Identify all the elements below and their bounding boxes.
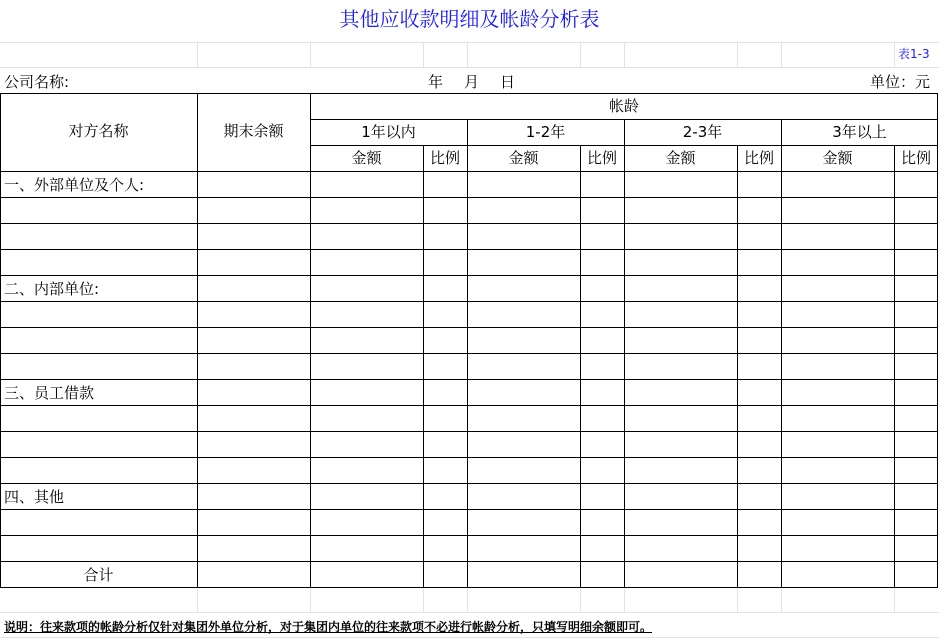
unit-label: 单位：元 bbox=[870, 73, 931, 91]
col-header-aging: 帐龄 bbox=[608, 97, 639, 115]
section-label-external: 一、外部单位及个人: bbox=[4, 176, 145, 194]
section-label-employee-loans: 三、员工借款 bbox=[4, 384, 95, 402]
col-header-amount: 金额 bbox=[822, 149, 853, 167]
day-label: 日 bbox=[500, 73, 516, 91]
col-header-period-2: 1-2年 bbox=[525, 123, 566, 141]
report-title: 其他应收款明细及帐龄分析表 bbox=[339, 7, 600, 31]
col-header-ending-balance: 期末余额 bbox=[223, 122, 284, 140]
col-header-ratio: 比例 bbox=[743, 149, 774, 167]
footnote: 说明：往来款项的帐龄分析仅针对集团外单位分析，对于集团内单位的往来款项不必进行帐龄分析，只填写明细余额即可。 bbox=[4, 620, 653, 634]
col-header-ratio: 比例 bbox=[586, 149, 617, 167]
section-label-internal: 二、内部单位: bbox=[4, 280, 100, 298]
col-header-counterparty: 对方名称 bbox=[68, 122, 129, 140]
year-label: 年 bbox=[428, 73, 444, 91]
month-label: 月 bbox=[464, 73, 480, 91]
col-header-ratio: 比例 bbox=[900, 149, 931, 167]
col-header-amount: 金额 bbox=[665, 149, 696, 167]
company-name-label: 公司名称: bbox=[4, 73, 70, 91]
col-header-period-1: 1年以内 bbox=[361, 123, 416, 141]
col-header-ratio: 比例 bbox=[429, 149, 460, 167]
total-label: 合计 bbox=[83, 566, 114, 584]
col-header-period-4: 3年以上 bbox=[832, 123, 887, 141]
col-header-amount: 金额 bbox=[508, 149, 539, 167]
table-number: 表1-3 bbox=[898, 47, 930, 61]
col-header-period-3: 2-3年 bbox=[682, 123, 723, 141]
col-header-amount: 金额 bbox=[351, 149, 382, 167]
section-label-other: 四、其他 bbox=[4, 488, 65, 506]
